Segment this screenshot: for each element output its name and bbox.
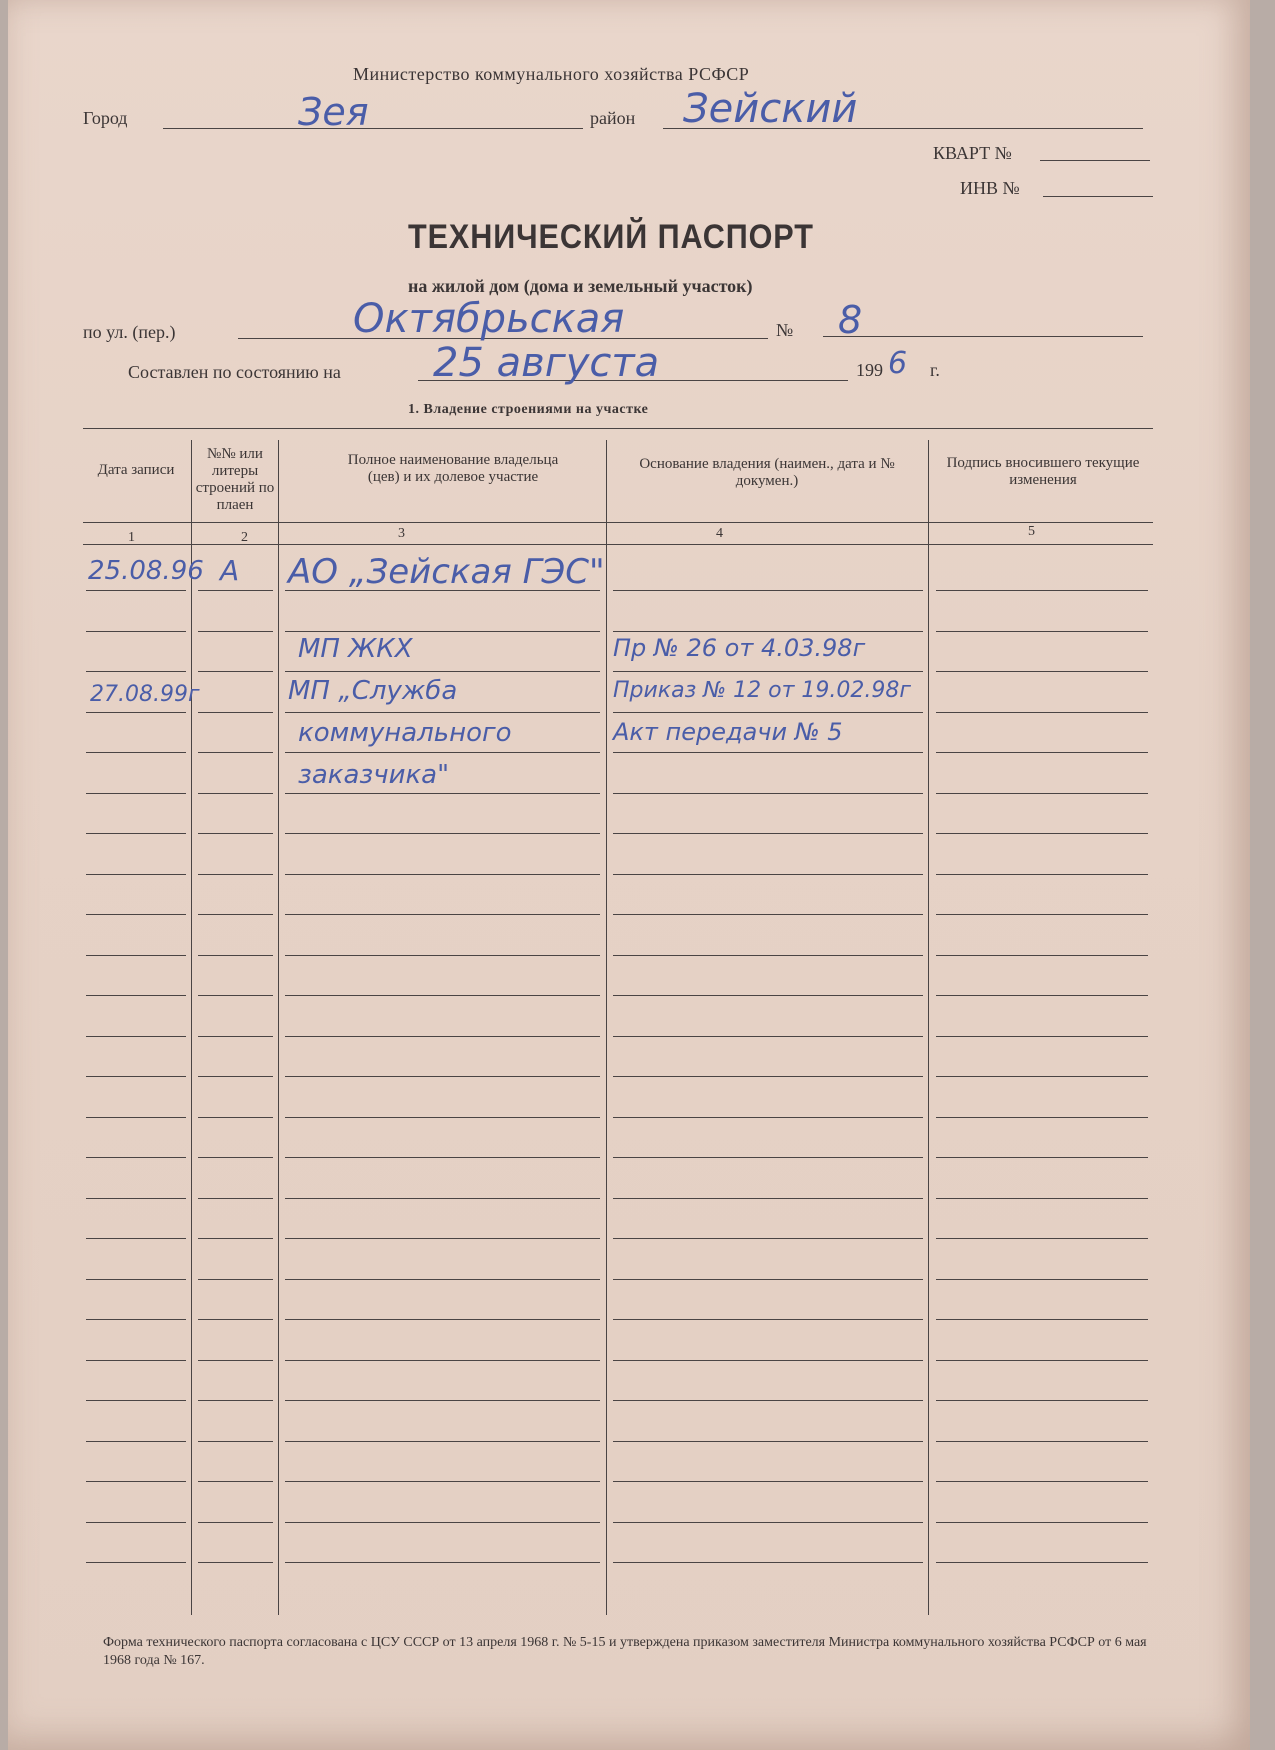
col-number-bottom-border	[83, 544, 1153, 545]
compiled-value: 25 августа	[433, 340, 660, 386]
table-row-rule	[285, 1279, 600, 1280]
table-row-rule	[613, 1319, 923, 1320]
table-row-rule	[86, 874, 186, 875]
table-row-rule	[198, 752, 273, 753]
table-row-rule	[936, 1441, 1148, 1442]
table-row-rule	[613, 671, 923, 672]
table-row-rule	[86, 914, 186, 915]
year-suffix: 6	[888, 346, 908, 381]
table-row-rule	[86, 1117, 186, 1118]
table-row-rule	[285, 671, 600, 672]
col-number-4: 4	[716, 526, 723, 541]
header-col-1: Дата записи	[97, 462, 175, 478]
table-row-rule	[86, 1238, 186, 1239]
table-row-rule	[198, 1279, 273, 1280]
table-row-rule	[936, 1400, 1148, 1401]
table-row-rule	[198, 955, 273, 956]
table-row-rule	[936, 671, 1148, 672]
table-row-rule	[936, 752, 1148, 753]
table-row-rule	[613, 1441, 923, 1442]
street-value: Октябрьская	[353, 296, 625, 342]
table-row-rule	[936, 1117, 1148, 1118]
table-row-rule	[613, 712, 923, 713]
table-row-rule	[613, 1360, 923, 1361]
table-row-rule	[198, 671, 273, 672]
table-row-rule	[86, 1076, 186, 1077]
table-row-rule	[936, 793, 1148, 794]
table-row-rule	[936, 1076, 1148, 1077]
table-row-rule	[936, 874, 1148, 875]
table-row-rule	[285, 1117, 600, 1118]
table-row-rule	[613, 1562, 923, 1563]
col-number-5: 5	[1028, 524, 1035, 539]
table-row-rule	[198, 1522, 273, 1523]
table-row-rule	[86, 1319, 186, 1320]
document-page	[8, 0, 1250, 1750]
table-row-rule	[86, 1481, 186, 1482]
table-top-border	[83, 428, 1153, 429]
table-row-rule	[613, 914, 923, 915]
table-row-rule	[613, 1522, 923, 1523]
table-row-rule	[936, 1238, 1148, 1239]
table-row-rule	[613, 752, 923, 753]
table-row-rule	[285, 833, 600, 834]
table-row-rule	[198, 1117, 273, 1118]
entry-1-date: 25.08.96	[88, 556, 204, 586]
entry-4-basis: Акт передачи № 5	[613, 718, 843, 746]
table-row-rule	[936, 1522, 1148, 1523]
table-row-rule	[86, 752, 186, 753]
table-row-rule	[198, 1157, 273, 1158]
table-row-rule	[86, 590, 186, 591]
table-row-rule	[936, 590, 1148, 591]
table-row-rule	[613, 1238, 923, 1239]
table-row-rule	[285, 1198, 600, 1199]
table-row-rule	[86, 995, 186, 996]
number-value: 8	[838, 298, 863, 342]
column-divider-4	[928, 440, 929, 1615]
table-row-rule	[936, 914, 1148, 915]
table-row-rule	[285, 1319, 600, 1320]
table-row-rule	[198, 1076, 273, 1077]
table-row-rule	[936, 1360, 1148, 1361]
table-row-rule	[613, 1036, 923, 1037]
number-label: №	[776, 320, 794, 340]
header-col-4: Основание владения (наимен., дата и № докумен.)	[639, 456, 895, 489]
header-col-5: Подпись вносившего текущие изменения	[946, 455, 1140, 488]
table-row-rule	[613, 1076, 923, 1077]
table-row-rule	[936, 1036, 1148, 1037]
ministry-header: Министерство коммунального хозяйства РСФСР	[353, 64, 750, 84]
table-row-rule	[613, 1279, 923, 1280]
table-row-rule	[285, 955, 600, 956]
table-row-rule	[936, 995, 1148, 996]
table-row-rule	[285, 1400, 600, 1401]
entry-2-owner: МП ЖКХ	[298, 634, 413, 664]
table-row-rule	[198, 874, 273, 875]
table-row-rule	[86, 1036, 186, 1037]
table-row-rule	[285, 1441, 600, 1442]
table-row-rule	[285, 1076, 600, 1077]
table-row-rule	[285, 1481, 600, 1482]
table-row-rule	[613, 833, 923, 834]
city-value: Зея	[298, 90, 369, 134]
section-title: 1. Владение строениями на участке	[408, 402, 649, 417]
compiled-label: Составлен по состоянию на	[128, 362, 341, 382]
column-divider-2	[278, 440, 279, 1615]
table-row-rule	[86, 631, 186, 632]
table-row-rule	[86, 1441, 186, 1442]
table-row-rule	[285, 1562, 600, 1563]
table-row-rule	[86, 1198, 186, 1199]
table-row-rule	[936, 1481, 1148, 1482]
table-row-rule	[285, 1238, 600, 1239]
table-row-rule	[285, 995, 600, 996]
table-row-rule	[936, 1562, 1148, 1563]
table-row-rule	[613, 995, 923, 996]
document-subtitle: на жилой дом (дома и земельный участок)	[408, 276, 753, 296]
entry-2-basis: Пр № 26 от 4.03.98г	[613, 634, 866, 662]
table-row-rule	[613, 631, 923, 632]
table-row-rule	[86, 1522, 186, 1523]
column-divider-1	[191, 440, 192, 1615]
table-row-rule	[86, 793, 186, 794]
entry-3-owner: МП „Служба	[288, 676, 458, 706]
year-prefix: 199	[856, 360, 883, 380]
table-row-rule	[936, 631, 1148, 632]
table-row-rule	[936, 1319, 1148, 1320]
col-number-1: 1	[128, 530, 135, 545]
table-row-rule	[936, 712, 1148, 713]
table-row-rule	[936, 1279, 1148, 1280]
inv-label: ИНВ №	[960, 178, 1020, 198]
column-divider-3	[606, 440, 607, 1615]
table-row-rule	[285, 1157, 600, 1158]
table-row-rule	[198, 914, 273, 915]
district-value: Зейский	[683, 86, 858, 132]
table-row-rule	[285, 914, 600, 915]
table-row-rule	[198, 1481, 273, 1482]
entry-4-owner: коммунального	[298, 718, 512, 748]
table-row-rule	[86, 955, 186, 956]
district-label: район	[590, 108, 636, 128]
table-row-rule	[613, 1157, 923, 1158]
table-row-rule	[613, 1198, 923, 1199]
table-row-rule	[285, 1522, 600, 1523]
table-row-rule	[198, 1360, 273, 1361]
table-row-rule	[86, 1400, 186, 1401]
entry-3-basis: Приказ № 12 от 19.02.98г	[613, 678, 911, 703]
col-number-3: 3	[398, 526, 405, 541]
header-bottom-border	[83, 522, 1153, 523]
table-row-rule	[936, 955, 1148, 956]
table-row-rule	[936, 833, 1148, 834]
entry-3-date: 27.08.99г	[90, 682, 200, 707]
entry-1-letter: А	[220, 554, 240, 587]
table-row-rule	[613, 874, 923, 875]
street-label: по ул. (пер.)	[83, 322, 176, 342]
table-row-rule	[198, 995, 273, 996]
header-col-3: Полное наименование владельца (цев) и их долевое участие	[347, 452, 559, 485]
table-row-rule	[86, 1157, 186, 1158]
table-row-rule	[198, 1562, 273, 1563]
table-row-rule	[86, 1360, 186, 1361]
col-number-2: 2	[241, 530, 248, 545]
table-row-rule	[198, 1036, 273, 1037]
table-row-rule	[613, 590, 923, 591]
table-row-rule	[285, 793, 600, 794]
table-row-rule	[613, 1117, 923, 1118]
document-title: ТЕХНИЧЕСКИЙ ПАСПОРТ	[408, 218, 814, 256]
header-col-2: №№ или литеры строений по плаен	[195, 446, 275, 513]
table-row-rule	[198, 1400, 273, 1401]
table-row-rule	[198, 1441, 273, 1442]
table-row-rule	[285, 712, 600, 713]
table-row-rule	[613, 1481, 923, 1482]
table-row-rule	[86, 1562, 186, 1563]
table-row-rule	[285, 1360, 600, 1361]
table-row-rule	[198, 590, 273, 591]
table-row-rule	[198, 793, 273, 794]
table-row-rule	[613, 1400, 923, 1401]
table-row-rule	[198, 1319, 273, 1320]
table-row-rule	[285, 1036, 600, 1037]
table-row-rule	[86, 671, 186, 672]
city-label: Город	[83, 108, 128, 128]
table-row-rule	[198, 631, 273, 632]
footer-note: Форма технического паспорта согласована с ЦСУ СССР от 13 апреля 1968 г. № 5-15 и утверждена приказом заместителя Министра коммунального хозяйства РСФСР от 6 мая 1968 года № 167.	[103, 1635, 1147, 1668]
table-row-rule	[86, 1279, 186, 1280]
table-row-rule	[198, 833, 273, 834]
year-g-label: г.	[930, 360, 940, 380]
ownership-table	[8, 0, 1250, 1750]
table-row-rule	[936, 1157, 1148, 1158]
table-row-rule	[613, 793, 923, 794]
table-row-rule	[936, 1198, 1148, 1199]
table-row-rule	[198, 1238, 273, 1239]
table-row-rule	[86, 712, 186, 713]
table-row-rule	[198, 1198, 273, 1199]
table-row-rule	[285, 752, 600, 753]
table-row-rule	[86, 833, 186, 834]
table-row-rule	[198, 712, 273, 713]
table-row-rule	[285, 874, 600, 875]
kvart-label: КВАРТ №	[933, 143, 1012, 163]
table-row-rule	[613, 955, 923, 956]
entry-5-owner: заказчика"	[298, 760, 450, 790]
entry-1-owner: АО „Зейская ГЭС"	[288, 552, 605, 592]
table-row-rule	[285, 631, 600, 632]
